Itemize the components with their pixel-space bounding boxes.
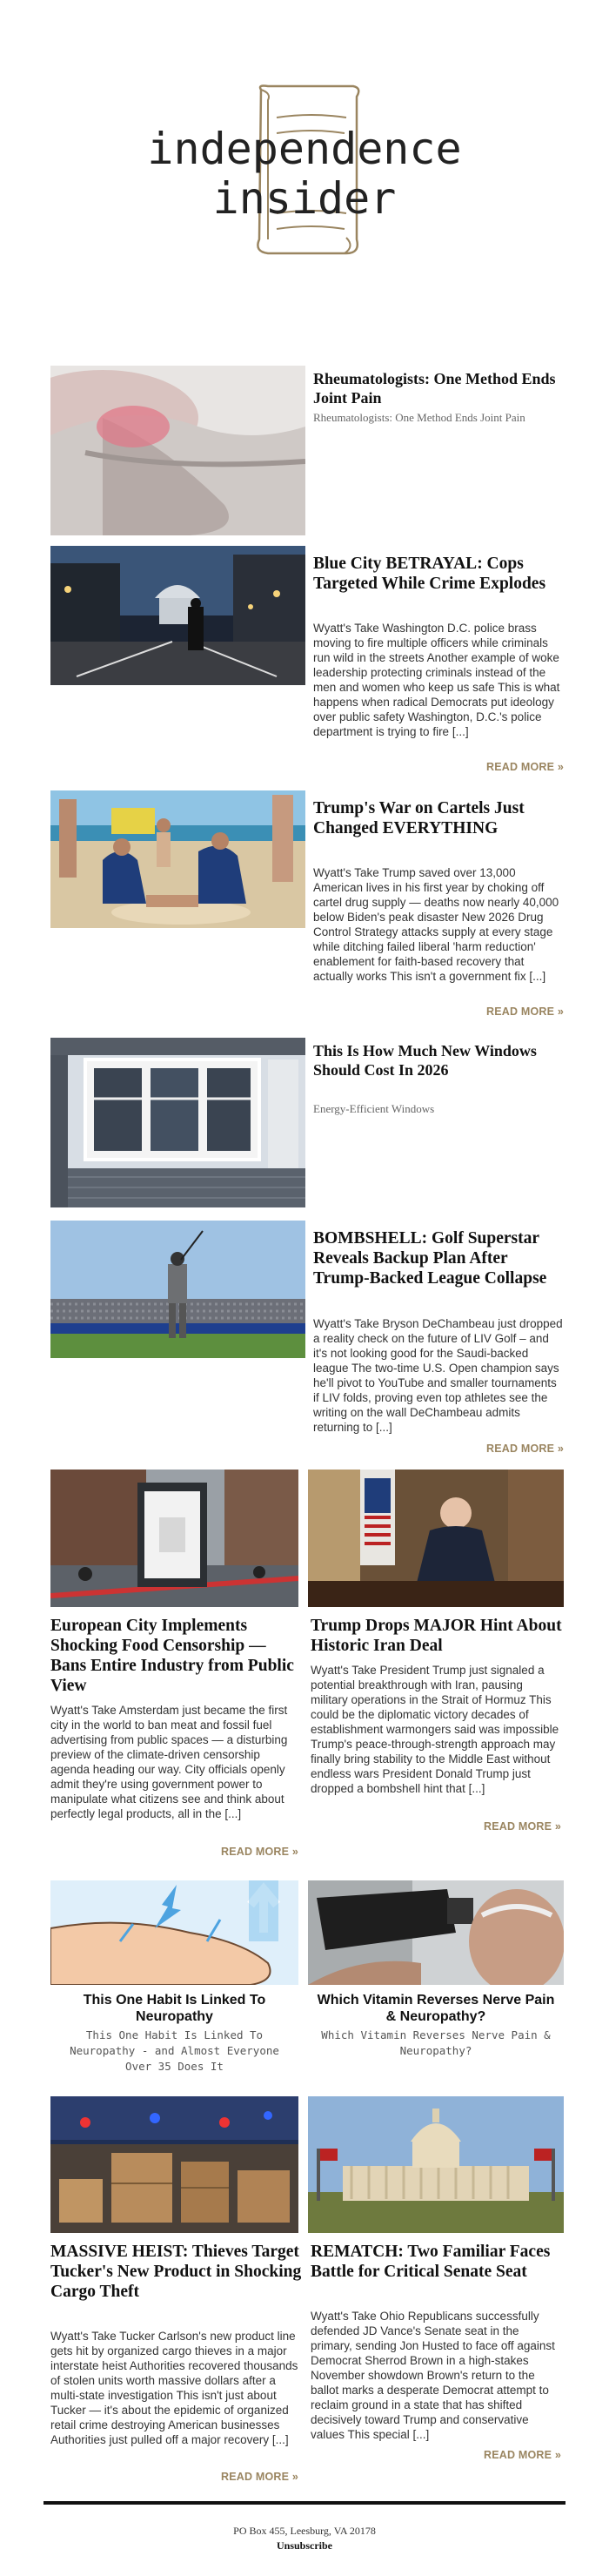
article-title[interactable]: This One Habit Is Linked To Neuropathy	[83, 1993, 266, 2024]
article-excerpt: Wyatt's Take President Trump just signaled a potential breakthrough with Iran, pausing military operations in the Strait of Hormuz This could be the diplomatic victory decades of establishment warmongers said was impossible Trump's peace-through-strength approach may finally bring stability to the Middle East without endless wars President Donald Trump just dropped a bombshell hint that [...]	[311, 1664, 559, 1795]
beach-rescue-image[interactable]	[50, 790, 305, 928]
read-more-link[interactable]: READ MORE »	[483, 2449, 561, 2461]
article-excerpt: Wyatt's Take Bryson DeChambeau just dropped a reality check on the future of LIV Golf – and it's not looking good for the Saudi-backed league The two-time U.S. Open champion says he'll pivot to YouTube and smaller tournaments if LIV folds, proving even top athletes see the writing on the wall DeChambeau admits returning to [...]	[313, 1317, 563, 1434]
read-more-link[interactable]: READ MORE »	[220, 2471, 298, 2483]
article-title[interactable]: Rheumatologists: One Method Ends Joint Pain	[313, 370, 556, 407]
windows-house-image[interactable]	[50, 1038, 305, 1207]
article-excerpt: Wyatt's Take Amsterdam just became the first city in the world to ban meat and fossil fuel advertising from public spaces — a disturbing preview of the climate-driven censorship agenda heading our way. City officials openly admit they're using government power to manipulate what citizens see and think about perfectly legal products, all in the [...]	[50, 1704, 288, 1820]
article-subtitle: Rheumatologists: One Method Ends Joint Pain	[313, 411, 525, 424]
article-title[interactable]: BOMBSHELL: Golf Superstar Reveals Backup Plan After Trump-Backed League Collapse	[313, 1229, 547, 1288]
article-title[interactable]: REMATCH: Two Familiar Faces Battle for Critical Senate Seat	[311, 2243, 551, 2281]
article-subtitle: This One Habit Is Linked To Neuropathy - and Almost Everyone Over 35 Does It	[70, 2028, 279, 2073]
article-title[interactable]: This Is How Much New Windows Should Cost In 2026	[313, 1042, 537, 1079]
read-more-link[interactable]: READ MORE »	[220, 1846, 298, 1858]
article-title[interactable]: Trump's War on Cartels Just Changed EVERYTHING	[313, 799, 525, 837]
cargo-police-image[interactable]	[50, 2096, 298, 2233]
vitamin-bottle-image[interactable]	[308, 1880, 564, 1985]
article-subtitle: Energy-Efficient Windows	[313, 1102, 435, 1115]
article-excerpt: Wyatt's Take Trump saved over 13,000 American lives in his first year by choking off cartel drug supply — deaths now nearly 40,000 below Biden's peak disaster New 2026 Drug Control Strategy attacks supply at every stage while ditching failed liberal 'harm reduction' enablement for faith-based recovery that actually works This isn't a government fix [...]	[313, 866, 559, 983]
logo-text-line1: independence	[147, 124, 462, 174]
article-title[interactable]: Trump Drops MAJOR Hint About Historic Iran Deal	[311, 1617, 562, 1655]
footer-divider	[44, 2501, 566, 2505]
article-title[interactable]: Blue City BETRAYAL: Cops Targeted While Crime Explodes	[313, 555, 546, 593]
amsterdam-street-image[interactable]	[50, 1470, 298, 1607]
article-excerpt: Wyatt's Take Ohio Republicans successfully defended JD Vance's Senate seat in the primary, sending Jon Husted to face off against Democrat Sherrod Brown in a high-stakes November showdown Brown's return to the ballot marks a desperate Democrat attempt to reclaim ground in a state that has shifted decisively toward Trump and conservative values This special [...]	[311, 2310, 555, 2441]
article-excerpt: Wyatt's Take Tucker Carlson's new product line gets hit by organized cargo thieves in a major interstate heist Authorities recovered thousands of stolen units worth massive dollars after a multi-state investigation This isn't just about Tucker — it's about the epidemic of organized retail crime destroying American businesses Authorities just pulled off a major recovery [...]	[50, 2330, 298, 2446]
article-title[interactable]: European City Implements Shocking Food Censorship — Bans Entire Industry from Public View	[50, 1617, 294, 1695]
article-title[interactable]: Which Vitamin Reverses Nerve Pain & Neuropathy?	[317, 1993, 555, 2024]
neuropathy-foot-image[interactable]	[50, 1880, 298, 1985]
article-excerpt: Wyatt's Take Washington D.C. police brass moving to fire multiple officers while criminals run wild in the streets Another example of woke leadership protecting criminals instead of the men and women who keep us safe This is what happens when radical Democrats put ideology over public safety Washington, D.C.'s police department is trying to fire [...]	[313, 622, 560, 738]
unsubscribe-link[interactable]: Unsubscribe	[276, 2539, 332, 2552]
logo[interactable]	[130, 83, 478, 261]
footer-address: PO Box 455, Leesburg, VA 20178	[233, 2525, 376, 2537]
joint-pain-image[interactable]	[50, 366, 305, 535]
logo-text-line2: insider	[212, 173, 397, 224]
police-street-image[interactable]	[50, 546, 305, 685]
read-more-link[interactable]: READ MORE »	[485, 1443, 564, 1455]
read-more-link[interactable]: READ MORE »	[485, 1006, 564, 1018]
article-title[interactable]: MASSIVE HEIST: Thieves Target Tucker's New Product in Shocking Cargo Theft	[50, 2243, 302, 2301]
read-more-link[interactable]: READ MORE »	[483, 1820, 561, 1833]
trump-desk-image[interactable]	[308, 1470, 564, 1607]
read-more-link[interactable]: READ MORE »	[485, 761, 564, 773]
article-subtitle: Which Vitamin Reverses Nerve Pain & Neuropathy?	[321, 2028, 551, 2057]
golfer-image[interactable]	[50, 1221, 305, 1358]
capitol-building-image[interactable]	[308, 2096, 564, 2233]
